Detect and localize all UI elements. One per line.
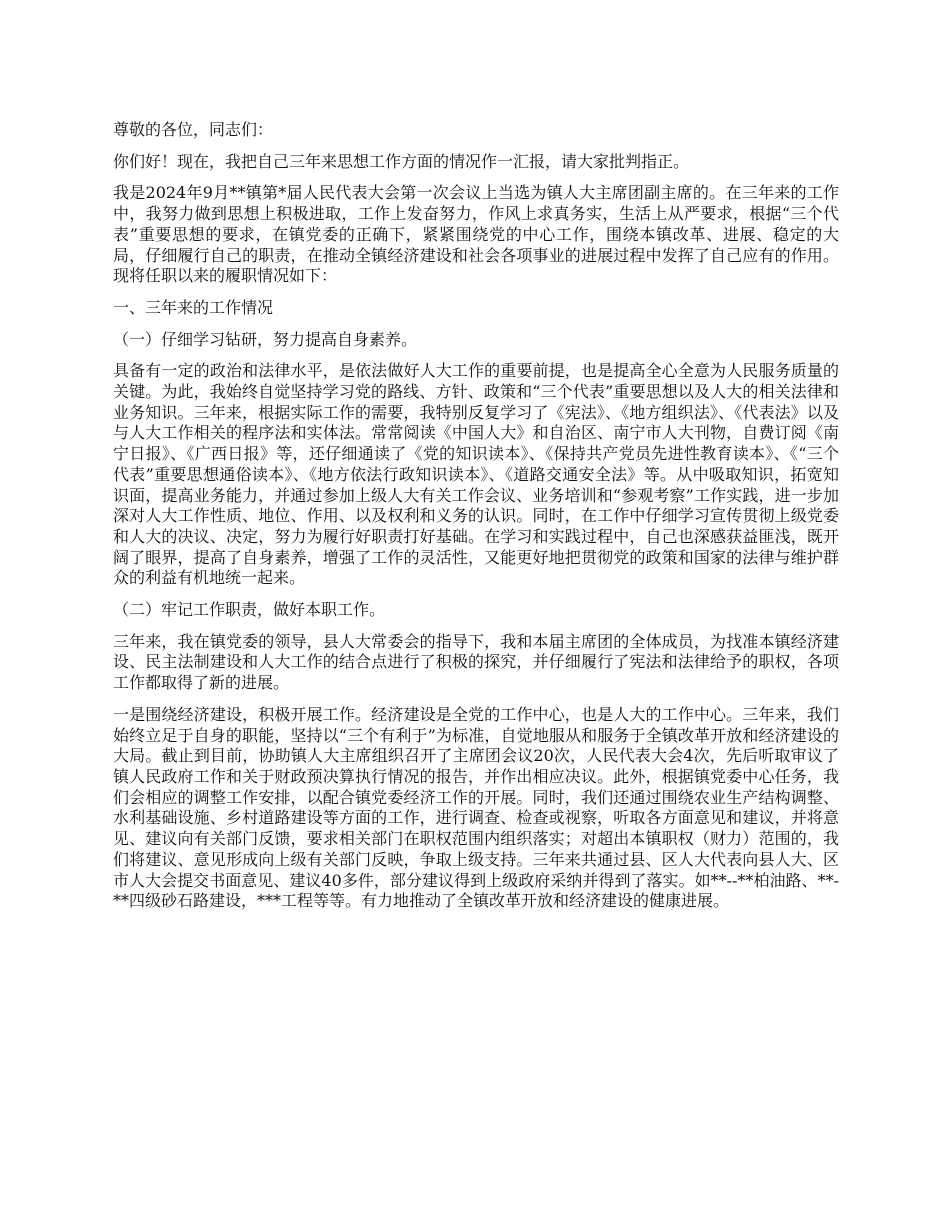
- point-1-paragraph: 一是围绕经济建设，积极开展工作。经济建设是全党的工作中心，也是人大的工作中心。三年来，我们始终立足于自身的职能，坚持以“三个有利于”为标准，自觉地服从和服务于全镇改革开放和经济建设的大局。截止到目前，协助镇人大主席组织召开了主席团会议20次，人民代表大会4次，先后听取审议了镇人民政府工作和关于财政预决算执行情况的报告，并作出相应决议。此外，根据镇党委中心任务，我们会相应的调整工作安排，以配合镇党委经济工作的开展。同时，我们还通过围绕农业生产结构调整、水利基础设施、乡村道路建设等方面的工作，进行调查、检查或视察，听取各方面意见和建议，并将意见、建议向有关部门反馈，要求相关部门在职权范围内组织落实；对超出本镇职权（财力）范围的，我们将建议、意见形成向上级有关部门反映，争取上级支持。三年来共通过县、区人大代表向县人大、区市人大会提交书面意见、建议40多件，部分建议得到上级政府采纳并得到了落实。如**--**柏油路、**-**四级砂石路建设，***工程等等。有力地推动了全镇改革开放和经济建设的健康进展。: [113, 704, 839, 911]
- document-body: [113, 120, 839, 923]
- greeting: 尊敬的各位，同志们：: [113, 120, 274, 139]
- subsection-heading-2: （二）牢记工作职责，做好本职工作。: [113, 600, 386, 620]
- section-heading-1: 一、三年来的工作情况: [113, 297, 274, 317]
- subsection-1-paragraph: 具备有一定的政治和法律水平，是依法做好人大工作的重要前提，也是提高全心全意为人民服务质量的关键。为此，我始终自觉坚持学习党的路线、方针、政策和“三个代表”重要思想以及人大的相关法律和业务知识。三年来，根据实际工作的需要，我特别反复学习了《宪法》、《地方组织法》、《代表法》以及与人大工作相关的程序法和实体法。常常阅读《中国人大》和自治区、南宁市人大刊物，自费订阅《南宁日报》、《广西日报》等，还仔细通读了《党的知识读本》、《保持共产党员先进性教育读本》、《“三个代表”重要思想通俗读本》、《地方依法行政知识读本》、《道路交通安全法》等。从中吸取知识，拓宽知识面，提高业务能力，并通过参加上级人大有关工作会议、业务培训和“参观考察”工作实践，进一步加深对人大工作性质、地位、作用、以及权利和义务的认识。同时，在工作中仔细学习宣传贯彻上级党委和人大的决议、决定，努力为履行好职责打好基础。在学习和实践过程中，自己也深感获益匪浅，既开阔了眼界，提高了自身素养，增强了工作的灵活性，又能更好地把贯彻党的政策和国家的法律与维护群众的利益有机地统一起来。: [113, 361, 839, 588]
- intro-paragraph: 我是2024年9月**镇第*届人民代表大会第一次会议上当选为镇人大主席团副主席的。在三年来的工作中，我努力做到思想上积极进取，工作上发奋努力，作风上求真务实，生活上从严要求，根据“三个代表”重要思想的要求，在镇党委的正确下，紧紧围绕党的中心工作，围绕本镇改革、进展、稳定的大局，仔细履行自己的职责，在推动全镇经济建设和社会各项事业的进展过程中发挥了自己应有的作用。现将任职以来的履职情况如下：: [113, 183, 839, 286]
- subsection-heading-1: （一）仔细学习钻研，努力提高自身素养。: [113, 329, 418, 349]
- opening-paragraph: 你们好！现在，我把自己三年来思想工作方面的情况作一汇报，请大家批判指正。: [113, 151, 690, 171]
- subsection-2-paragraph: 三年来，我在镇党委的领导，县人大常委会的指导下，我和本届主席团的全体成员，为找准本镇经济建设、民主法制建设和人大工作的结合点进行了积极的探究，并仔细履行了宪法和法律给予的职权，各项工作都取得了新的进展。: [113, 631, 839, 693]
